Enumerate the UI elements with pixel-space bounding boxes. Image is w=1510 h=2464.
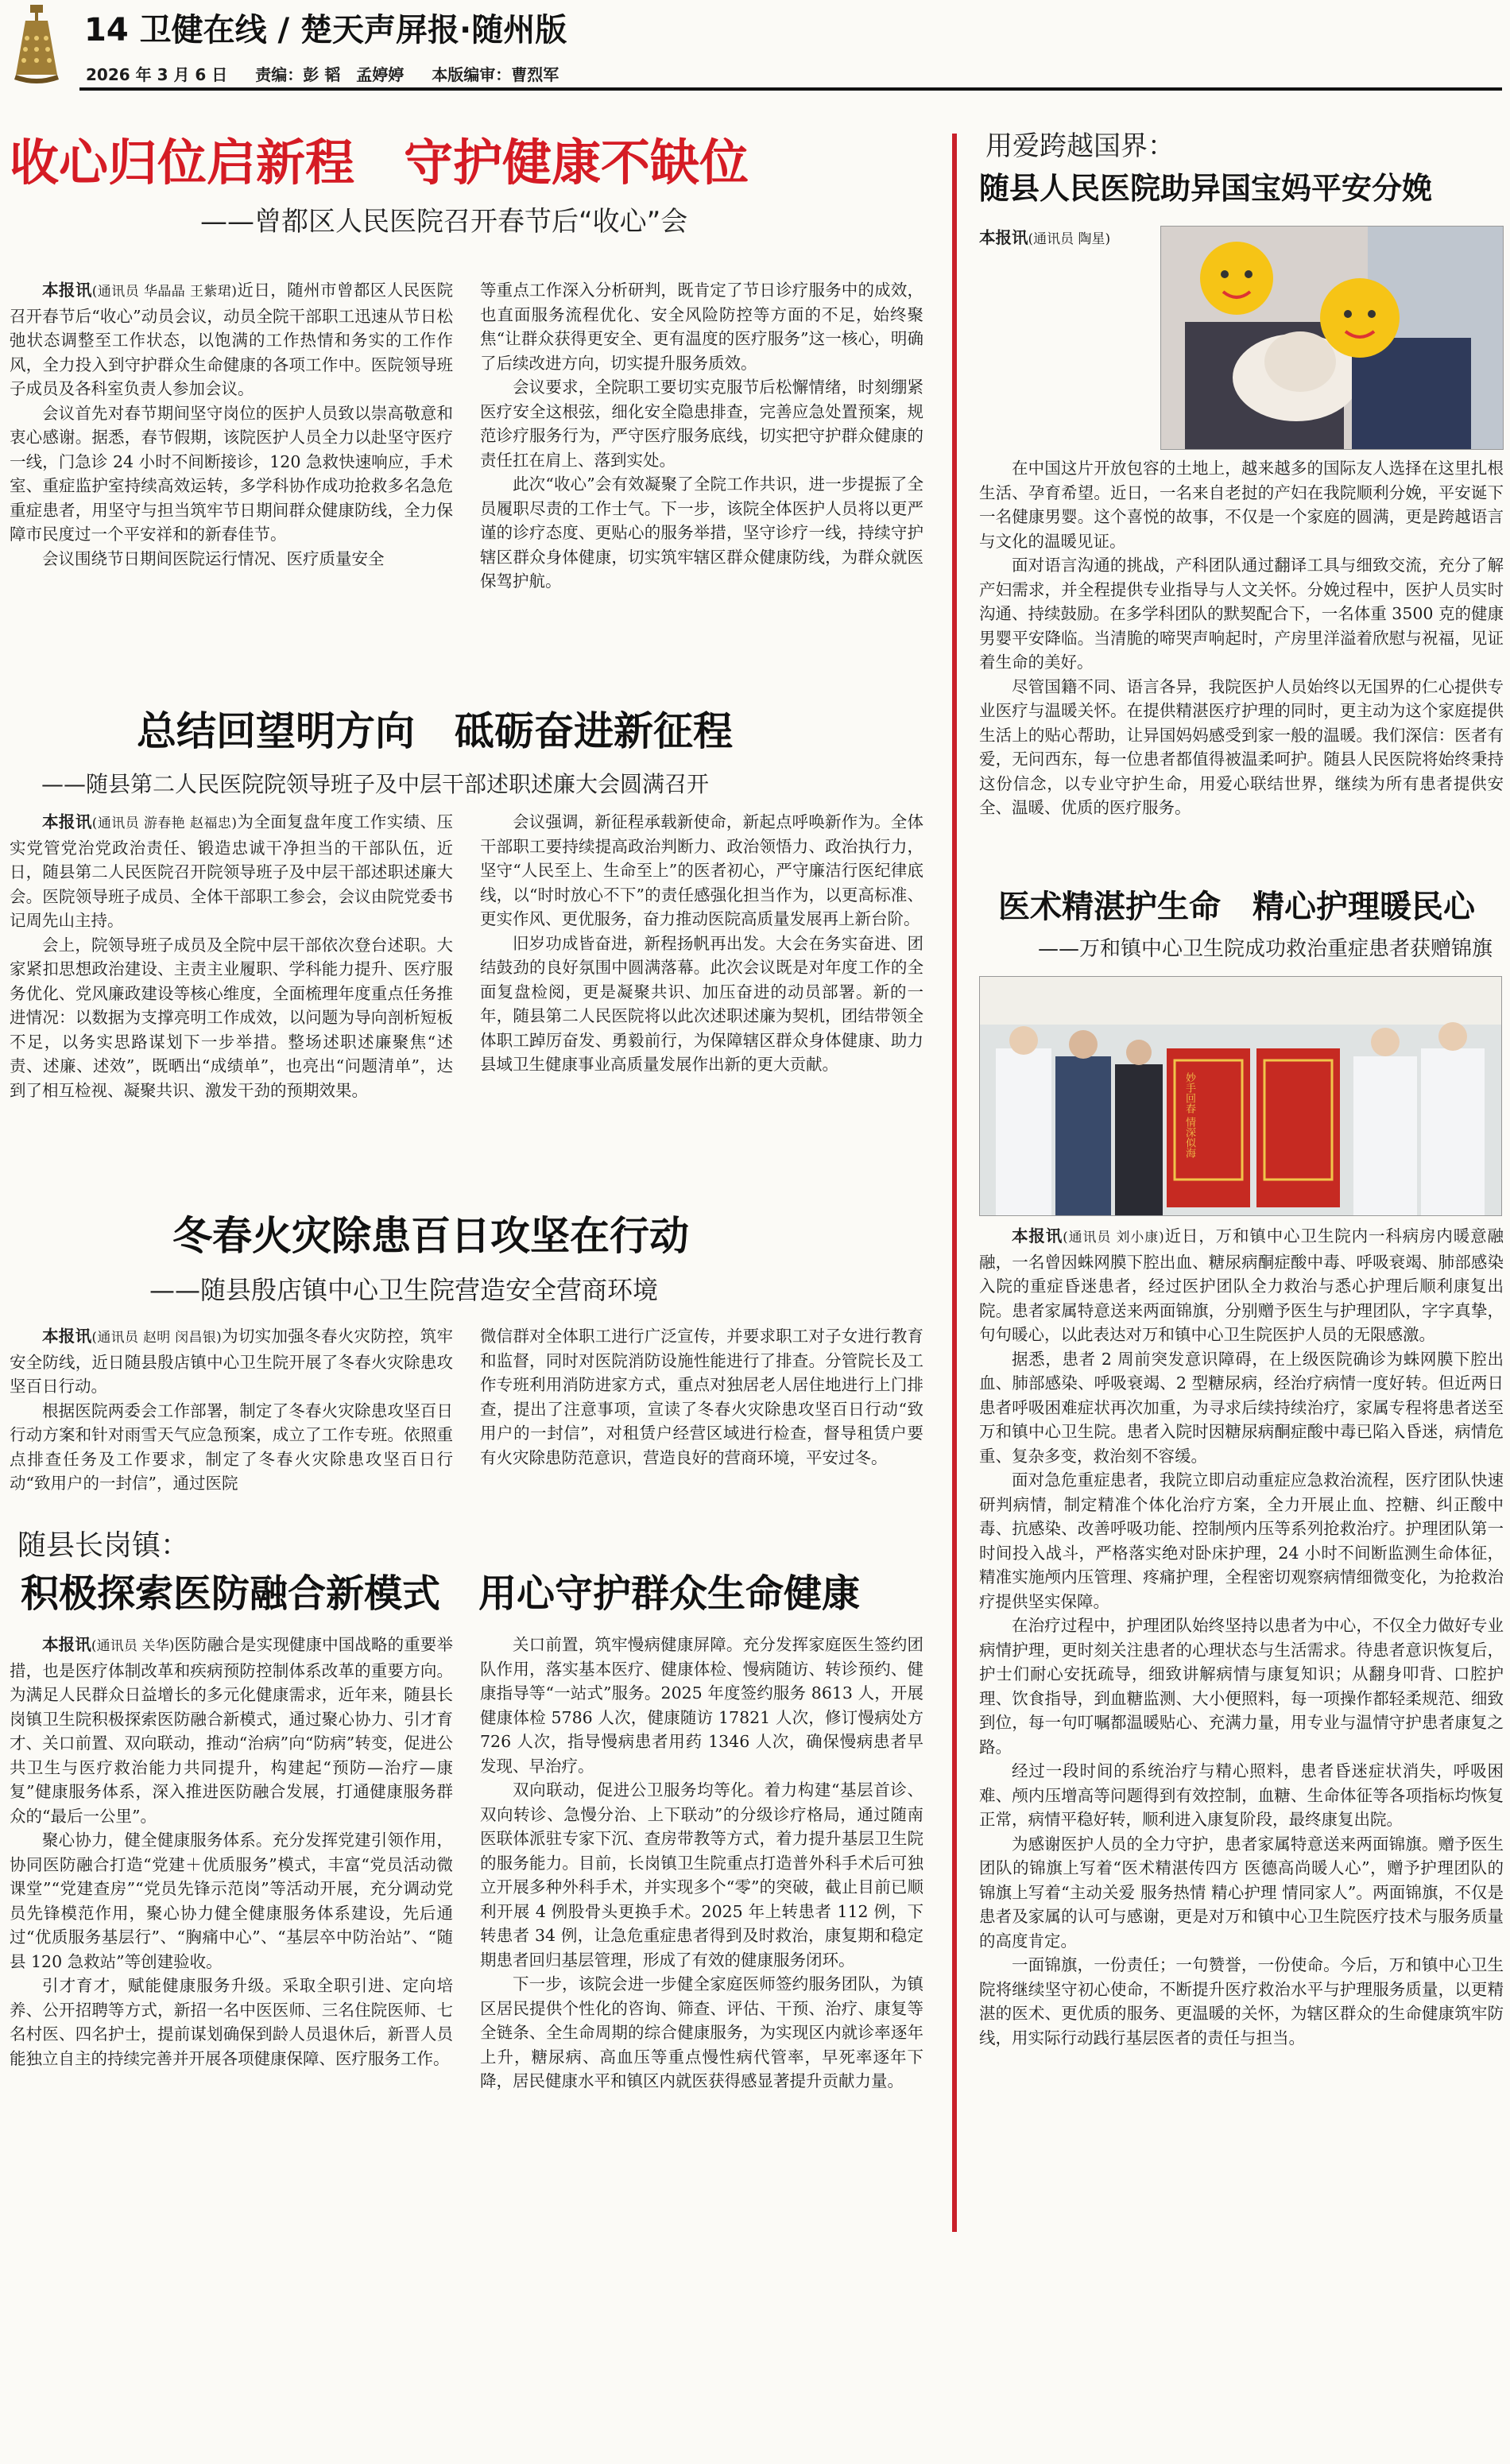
column-divider xyxy=(952,134,957,2232)
article-title: 医术精湛护生命 精心护理暖民心 xyxy=(998,889,1475,925)
article-shouxin xyxy=(10,127,923,652)
article-column: 微信群对全体职工进行广泛宣传，并要求职工对子女进行教育和监督，同时对医院消防设施性能进行了排查。分管院长及工作专班利用消防进家方式，重点对独居老人居住地进行上门排查，提出了注意事项，宣读了冬春火灾除患攻坚百日行动“致用户的一封信”，对租赁户经营区域进行检查，督导租赁户要有火灾除患防范意识，营造良好的营商环境，平安过冬。 xyxy=(480,1327,923,1467)
article-column: 本报讯(通讯员 华晶晶 王紫珺)近日，随州市曾都区人民医院召开春节后“收心”动员会议，动员全院干部职工迅速从节日松弛状态调整至工作状态，以饱满的工作热情和务实的工作作风，全力投入到守护群众生命健康的各项工作中。医院领导班子成员及各科室负责人参加会议。 会议首先对春节期间坚守岗位的医护人员致以崇高敬意和衷心感谢。据悉，春节假期，该院医护人员全力以赴坚守医疗一线，门急诊 24 小时不间断接诊，120 急救快速响应，手术室、重症监护室持续高效运转，多学科协作成功抢救多名急危重症患者，用坚守与担当筑牢节日期间群众健康防线，全力保障市民度过一个平安祥和的新春佳节。 会议围绕节日期间医院运行情况、医疗质量安全 xyxy=(10,281,453,568)
article-column: 本报讯(通讯员 关华)医防融合是实现健康中国战略的重要举措，也是医疗体制改革和疾病预防控制体系改革的重要方向。为满足人民群众日益增长的多元化健康需求，近年来，随县长岗镇卫生院积极探索医防融合新模式，通过聚心协力、引才育才、关口前置、双向联动，推动“治病”向“防病”转变，促进公共卫生与医疗救治能力共同提升，构建起“预防—治疗—康复”健康服务体系，深入推进医防融合发展，打通健康服务群众的“最后一公里”。 聚心协力，健全健康服务体系。充分发挥党建引领作用，协同医防融合打造“党建＋优质服务”模式，丰富“党员活动微课堂”“党建查房”“党员先锋示范岗”等活动开展，充分调动党员先锋模范作用，聚心协力健全健康服务体系建设，先后通过“优质服务基层行”、“胸痛中心”、“基层卒中防治站”、“随县 120 急救站”等创建验收。 引才育才，赋能健康服务升级。采取全职引进、定向培养、公开招聘等方式，新招一名中医医师、三名住院医师、七名村医、四名护士，提前谋划确保到龄人员退休后，新晋人员能独立自主的持续完善并开展各项健康保障、医疗服务工作。 xyxy=(10,1635,453,2068)
masthead xyxy=(0,0,1510,89)
article-column: 等重点工作深入分析研判，既肯定了节日诊疗服务中的成效，也直面服务流程优化、安全风险防控等方面的不足，始终聚焦“让群众获得更安全、更有温度的医疗服务”这一核心，明确了后续改进方向，切实提升服务质效。 会议要求，全院职工要切实克服节后松懈情绪，时刻绷紧医疗安全这根弦，细化安全隐患排查，完善应急处置预案，规范诊疗服务行为，严守医疗服务底线，切实把守护群众健康的责任扛在肩上、落到实处。 此次“收心”会有效凝聚了全院工作共识，进一步提振了全员履职尽责的工作士气。下一步，该院全体医护人员将以更严谨的诊疗态度、更贴心的服务举措，坚守诊疗一线，持续守护辖区群众身体健康，切实筑牢辖区群众健康防线，为群众就医保驾护航。 xyxy=(480,281,923,591)
page-title: 14 卫健在线 / 楚天声屏报·随州版 xyxy=(84,12,567,48)
article-column: 本报讯(通讯员 游春艳 赵福忠)为全面复盘年度工作实绩、压实党管党治党政治责任、锻造忠诚干净担当的干部队伍，近日，随县第二人民医院召开院领导班子及中层干部述职述廉大会。医院领导班子成员、全体干部职工参会，会议由院党委书记周先山主持。 会上，院领导班子成员及全院中层干部依次登台述职。大家紧扣思想政治建设、主责主业履职、学科能力提升、医疗服务优化、党风廉政建设等核心维度，全面梳理年度重点任务推进情况：以数据为支撑亮明工作成效，以问题为导向剖析短板不足，以务实思路谋划下一步举措。整场述职述廉聚焦“述责、述廉、述效”，既晒出“成绩单”，也亮出“问题清单”，达到了相互检视、凝聚共识、激发干劲的预期效果。 xyxy=(10,812,453,1100)
article-kicker: 用爱跨越国界： xyxy=(985,130,1175,162)
banner-text: 妙手回春 情深似海 xyxy=(1183,1072,1195,1159)
article-changgang xyxy=(10,1526,923,2237)
article-title: 积极探索医防融合新模式 用心守护群众生命健康 xyxy=(21,1571,861,1616)
article-subtitle: ——万和镇中心卫生院成功救治重症患者获赠锦旗 xyxy=(1038,937,1493,961)
article-title: 冬春火灾除患百日攻坚在行动 xyxy=(172,1213,689,1259)
article-column: 会议强调，新征程承载新使命，新起点呼唤新作为。全体干部职工要持续提高政治判断力、政治领悟力、政治执行力，坚守“人民至上、生命至上”的医者初心，严守廉洁行医纪律底线，以“时时放心不下”的责任感强化担当作为，以更高标准、更实作风、更优服务，奋力推动医院高质量发展再上新台阶。 旧岁功成皆奋进，新程扬帆再出发。大会在务实奋进、团结鼓劲的良好氛围中圆满落幕。此次会议既是对年度工作的全面复盘检阅，更是凝聚共识、加压奋进的动员部署。新的一年，随县第二人民医院将以此次述职述廉为契机，团结带领全体职工踔厉奋发、勇毅前行，为保障辖区群众身体健康、助力县域卫生健康事业高质量发展作出新的更大贡献。 xyxy=(480,812,923,1074)
article-title: 随县人民医院助异国宝妈平安分娩 xyxy=(979,171,1433,206)
masthead-rule xyxy=(79,87,1502,91)
article-subtitle: ——随县殷店镇中心卫生院营造安全营商环境 xyxy=(149,1275,659,1305)
article-body: 本报讯(通讯员 刘小康)近日，万和镇中心卫生院内一科病房内暖意融融，一名曾因蛛网膜下腔出血、糖尿病酮症酸中毒、呼吸衰竭、肺部感染入院的重症昏迷患者，经过医护团队全力救治与悉心护理后顺利康复出院。患者家属特意送来两面锦旗，分别赠予医生与护理团队，字字真挚，句句暖心，以此表达对万和镇中心卫生院医护人员的无限感激。 据悉，患者 2 周前突发意识障碍，在上级医院确诊为蛛网膜下腔出血、肺部感染、呼吸衰竭、2 型糖尿病，经治疗病情一度好转。但近两日患者呼吸困难症状再次加重，为寻求后续持续治疗，家属专程将患者送至万和镇中心卫生院。患者入院时因糖尿病酮症酸中毒已陷入昏迷，病情危重、复杂多变，救治刻不容缓。 面对急危重症患者，我院立即启动重症应急救治流程，医疗团队快速研判病情，制定精准个体化治疗方案，全力开展止血、控糖、纠正酸中毒、抗感染、改善呼吸功能、控制颅内压等系列抢救治疗。护理团队第一时间投入战斗，严格落实绝对卧床护理，24 小时不间断监测生命体征，精准实施颅内压管理、疼痛护理，全程密切观察病情细微变化，为抢救治疗提供坚实保障。 在治疗过程中，护理团队始终坚持以患者为中心，不仅全力做好专业病情护理，更时刻关注患者的心理状态与生活需求。待患者意识恢复后，护士们耐心安抚疏导，细致讲解病情与康复知识；从翻身叩背、口腔护理、饮食指导，到血糖监测、大小便照料，每一项操作都轻柔规范、细致到位，每一句叮嘱都温暖贴心、充满力量，用专业与温情守护患者康复之路。 经过一段时间的系统治疗与精心照料，患者昏迷症状消失，呼吸困难、颅内压增高等问题得到有效控制，血糖、生命体征等各项指标均恢复正常，病情平稳好转，顺利进入康复阶段，最终康复出院。 为感谢医护人员的全力守护，患者家属特意送来两面锦旗。赠予医生团队的锦旗上写着“医术精湛传四方 医德高尚暖人心”，赠予护理团队的锦旗上写着“主动关爱 服务热情 精心护理 情同家人”。两面锦旗，不仅是患者及家属的认可与感谢，更是对万和镇中心卫生院医疗技术与服务质量的高度肯定。 一面锦旗，一份责任；一句赞誉，一份使命。今后，万和镇中心卫生院将继续坚守初心使命，不断提升医疗救治水平与护理服务质量，以更精湛的医术、更优质的服务、更温暖的关怀，为辖区群众的生命健康筑牢防线，用实际行动践行基层医者的责任与担当。 xyxy=(979,1226,1504,2048)
article-column: 本报讯(通讯员 赵明 闵昌银)为切实加强冬春火灾防控，筑牢安全防线，近日随县殷店镇中心卫生院开展了冬春火灾除患攻坚百日行动。 根据医院两委会工作部署，制定了冬春火灾除患攻坚百日行动方案和针对雨雪天气应急预案，成立了工作专班。依照重点排查任务及工作要求，制定了冬春火灾除患攻坚百日行动“致用户的一封信”，通过医院 xyxy=(10,1327,453,1493)
article-laowo-mother xyxy=(979,127,1504,1013)
article-body: 本报讯(通讯员 陶星) 在中国这片开放包容的土地上，越来越多的国际友人选择在这里扎根生活、孕育希望。近日，一名来自老挝的产妇在我院顺利分娩，平安诞下一名健康男婴。这个喜悦的故事，不仅是一个家庭的圆满，更是跨越语言与文化的温暖见证。 面对语言沟通的挑战，产科团队通过翻译工具与细致交流，充分了解产妇需求，并全程提供专业指导与人文关怀。分娩过程中，医护人员实时沟通、持续鼓励。在多学科团队的默契配合下，一名体重 3500 克的健康男婴平安降临。当清脆的啼哭声响起时，产房里洋溢着欣慰与祝福，见证着生命的美好。 尽管国籍不同、语言各异，我院医护人员始终以无国界的仁心提供专业医疗与温暖关怀。在提供精湛医疗护理的同时，更主动为这个家庭提供生活上的贴心帮助，让异国妈妈感受到家一般的温暖。我们深信：医者有爱，无问西东，每一位患者都值得被温柔呵护。随县人民医院将始终秉持这份信念，以专业守护生命，用爱心联结世界，继续为所有患者提供安全、温暖、优质的医疗服务。 xyxy=(979,226,1504,820)
news-photo-banners xyxy=(979,976,1502,1216)
editors: 责编：彭 韬 孟婷婷 xyxy=(255,65,405,84)
chief-reviewer: 本版编审：曹烈军 xyxy=(432,65,559,84)
intro-wrap: 本报讯(通讯员 陶星) xyxy=(979,228,1111,247)
issue-date: 2026 年 3 月 6 日 xyxy=(86,65,228,84)
article-title: 总结回望明方向 砥砺奋进新征程 xyxy=(137,708,733,754)
article-wanhe xyxy=(979,882,1504,2464)
article-huozai xyxy=(10,1208,923,1523)
article-title: 收心归位启新程 守护健康不缺位 xyxy=(10,134,749,192)
masthead-meta xyxy=(86,62,581,85)
photo-illustration xyxy=(1161,227,1503,449)
news-photo-baby xyxy=(1160,226,1504,450)
photo-illustration xyxy=(980,977,1501,1215)
article-subtitle: ——随县第二人民医院院领导班子及中层干部述职述廉大会圆满召开 xyxy=(41,771,710,797)
article-shuzhi xyxy=(10,703,923,1152)
article-kicker: 随县长岗镇： xyxy=(17,1529,190,1562)
article-subtitle: ——曾都区人民医院召开春节后“收心”会 xyxy=(200,206,688,238)
article-column: 关口前置，筑牢慢病健康屏障。充分发挥家庭医生签约团队作用，落实基本医疗、健康体检、慢病随访、转诊预约、健康指导等“一站式”服务。2025 年度签约服务 8613 人，开展健康体检 5786 人次，健康随访 17821 人次，修订慢病处方 726 人次，指导慢病患者用药 1346 人次，确保慢病患者早发现、早治疗。 双向联动，促进公卫服务均等化。着力构建“基层首诊、双向转诊、急慢分治、上下联动”的分级诊疗格局，通过随南医联体派驻专家下沉、查房带教等方式，着力提升基层卫生院的服务能力。目前，长岗镇卫生院重点打造普外科手术后可独立开展多种外科手术，并实现多个“零”的突破，截止目前已顺利开展 4 例股骨头更换手术。2025 年上转患者 112 例，下转患者 34 例，让急危重症患者得到及时救治，康复期和稳定期患者回归基层管理，形成了有效的健康服务闭环。 下一步，该院会进一步健全家庭医师签约服务团队，为镇区居民提供个性化的咨询、筛查、评估、干预、治疗、康复等全链条、全生命周期的综合健康服务，为实现区内就诊率逐年上升，糖尿病、高血压等重点慢性病代管率，早死率逐年下降，居民健康水平和镇区内就医获得感显著提升贡献力量。 xyxy=(480,1635,923,2090)
bronze-bell-logo-icon xyxy=(10,3,64,84)
